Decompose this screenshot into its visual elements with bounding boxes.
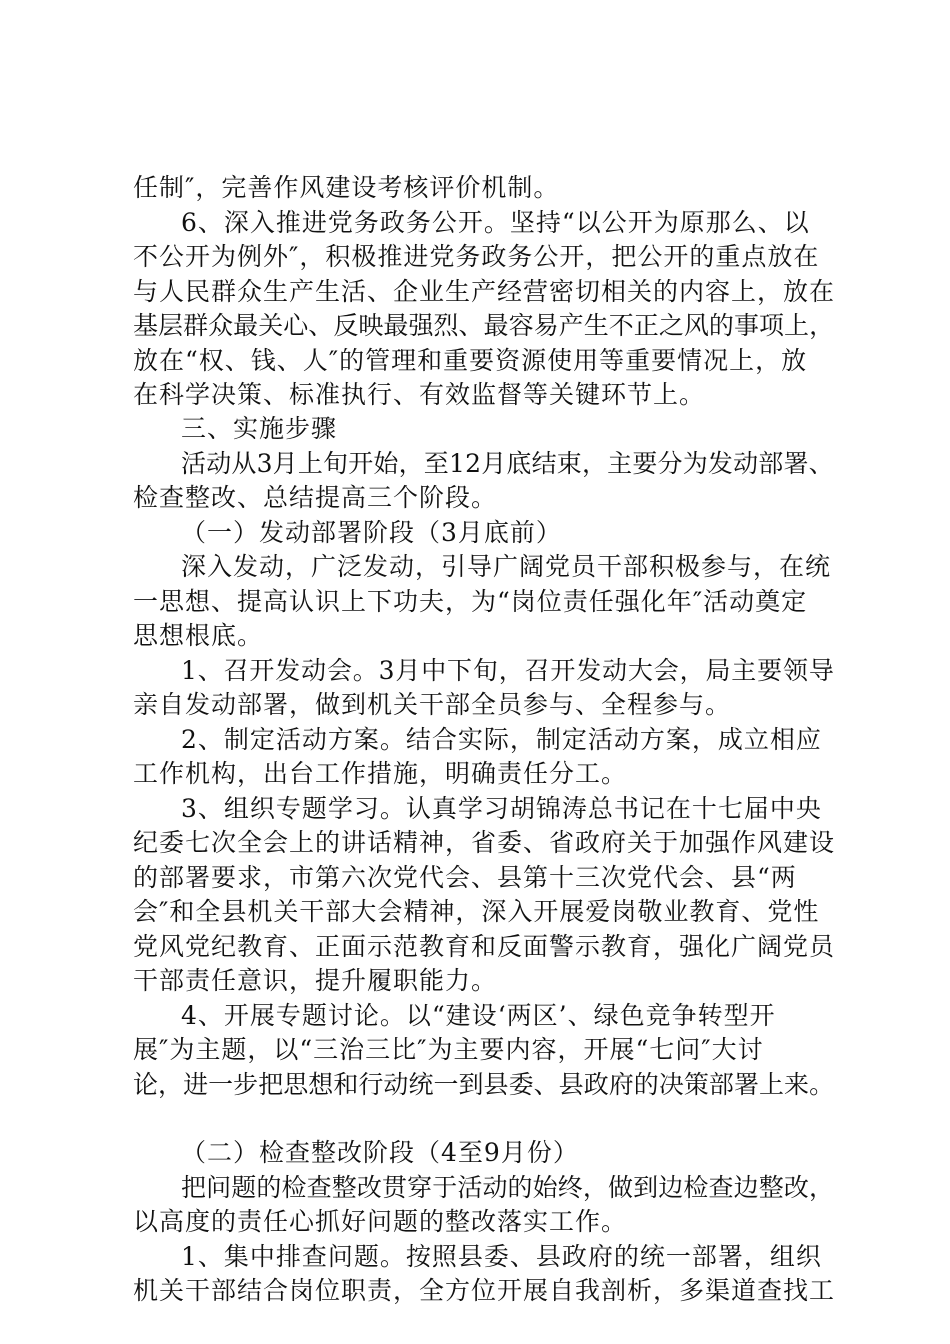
- text-line: 展″为主题，以“三治三比″为主要内容，开展“七问″大讨: [133, 1035, 764, 1064]
- subsection-heading: （一）发动部署阶段（3月底前）: [181, 518, 562, 547]
- text-line: 一思想、提高认识上下功夫，为“岗位责任强化年″活动奠定: [133, 587, 808, 616]
- text-line: 任制″，完善作风建设考核评价机制。: [133, 173, 560, 202]
- subsection-heading: （二）检查整改阶段（4至9月份）: [181, 1138, 579, 1167]
- text-line: 思想根底。: [133, 621, 264, 650]
- text-line: 活动从3月上旬开始，至12月底结束，主要分为发动部署、: [181, 449, 834, 478]
- text-line: 把问题的检查整改贯穿于活动的始终，做到边检查边整改，: [181, 1173, 835, 1202]
- text-line: 在科学决策、标准执行、有效监督等关键环节上。: [133, 380, 706, 409]
- text-line: 与人民群众生产生活、企业生产经营密切相关的内容上，放在: [133, 277, 836, 306]
- text-line: 深入发动，广泛发动，引导广阔党员干部积极参与，在统: [181, 552, 832, 581]
- text-line: 干部责任意识，提升履职能力。: [133, 966, 498, 995]
- text-line: 4、开展专题讨论。以“建设‘两区’、绿色竞争转型开: [181, 1001, 776, 1030]
- text-line: 亲自发动部署，做到机关干部全员参与、全程参与。: [133, 690, 732, 719]
- text-line: 党风党纪教育、正面示范教育和反面警示教育，强化广阔党员: [133, 932, 836, 961]
- text-line: 6、深入推进党务政务公开。坚持“以公开为原那么、以: [181, 208, 810, 237]
- text-line: 论，进一步把思想和行动统一到县委、县政府的决策部署上来。: [133, 1070, 835, 1099]
- text-line: 1、集中排查问题。按照县委、县政府的统一部署，组织: [181, 1242, 822, 1271]
- text-line: 工作机构，出台工作措施，明确责任分工。: [133, 759, 628, 788]
- text-line: 1、召开发动会。3月中下旬，召开发动大会，局主要领导: [181, 656, 835, 685]
- text-line: 检查整改、总结提高三个阶段。: [133, 483, 498, 512]
- text-line: 不公开为例外″，积极推进党务政务公开，把公开的重点放在: [133, 242, 820, 271]
- text-line: 机关干部结合岗位职责，全方位开展自我剖析，多渠道查找工: [133, 1276, 836, 1305]
- text-line: 以高度的责任心抓好问题的整改落实工作。: [133, 1207, 628, 1236]
- text-line: 3、组织专题学习。认真学习胡锦涛总书记在十七届中央: [181, 794, 822, 823]
- text-line: 的部署要求，市第六次党代会、县第十三次党代会、县“两: [133, 863, 797, 892]
- section-heading: 三、实施步骤: [181, 414, 338, 443]
- text-line: 放在“权、钱、人″的管理和重要资源使用等重要情况上，放: [133, 346, 808, 375]
- text-line: 基层群众最关心、反映最强烈、最容易产生不正之风的事项上，: [133, 311, 835, 340]
- text-line: 纪委七次全会上的讲话精神，省委、省政府关于加强作风建设: [133, 828, 836, 857]
- text-line: 会″和全县机关干部大会精神，深入开展爱岗敬业教育、党性: [133, 897, 820, 926]
- text-line: 2、制定活动方案。结合实际，制定活动方案，成立相应: [181, 725, 822, 754]
